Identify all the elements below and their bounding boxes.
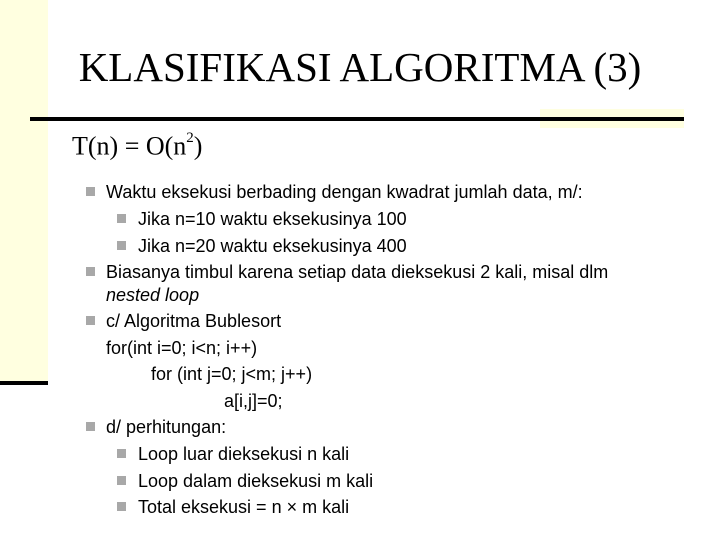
code-line: for (int j=0; j<m; j++) [151,364,313,384]
complexity-formula [72,124,202,164]
formula-base: T(n) = O(n [72,131,187,161]
slide-title: KLASIFIKASI ALGORITMA (3) [78,44,642,90]
bullet-text: Waktu eksekusi berbading dengan kwadrat jumlah data, m/: [106,182,583,202]
sub-bullet-text: Jika n=10 waktu eksekusinya 100 [138,209,407,229]
formula-exponent: 2 [186,130,194,146]
bullet-text: Biasanya timbul karena setiap data dieksekusi 2 kali, misal dlm [106,262,609,282]
formula-close: ) [193,131,203,161]
sub-bullet-icon [117,476,126,485]
bullet-icon [86,316,95,325]
sub-bullet-icon [117,241,126,250]
sub-bullet-icon [117,449,126,458]
sub-bullet-icon [117,214,126,223]
code-line: a[i,j]=0; [224,391,283,411]
sub-bullet-icon [117,502,126,511]
sub-bullet-text: Total eksekusi = n × m kali [138,497,350,517]
bullet-icon [86,187,95,196]
sub-bullet-text: Jika n=20 waktu eksekusinya 400 [138,236,407,256]
left-accent-rule [0,381,48,385]
bullet-text: d/ perhitungan: [106,417,227,437]
bullet-text-continuation: nested loop [106,285,200,305]
bullet-icon [86,422,95,431]
sub-bullet-text: Loop dalam dieksekusi m kali [138,471,374,491]
bullet-text: c/ Algoritma Bublesort [106,311,282,331]
code-line: for(int i=0; i<n; i++) [106,338,258,358]
bullet-icon [86,267,95,276]
right-accent-rule [540,117,684,121]
sub-bullet-text: Loop luar dieksekusi n kali [138,444,350,464]
